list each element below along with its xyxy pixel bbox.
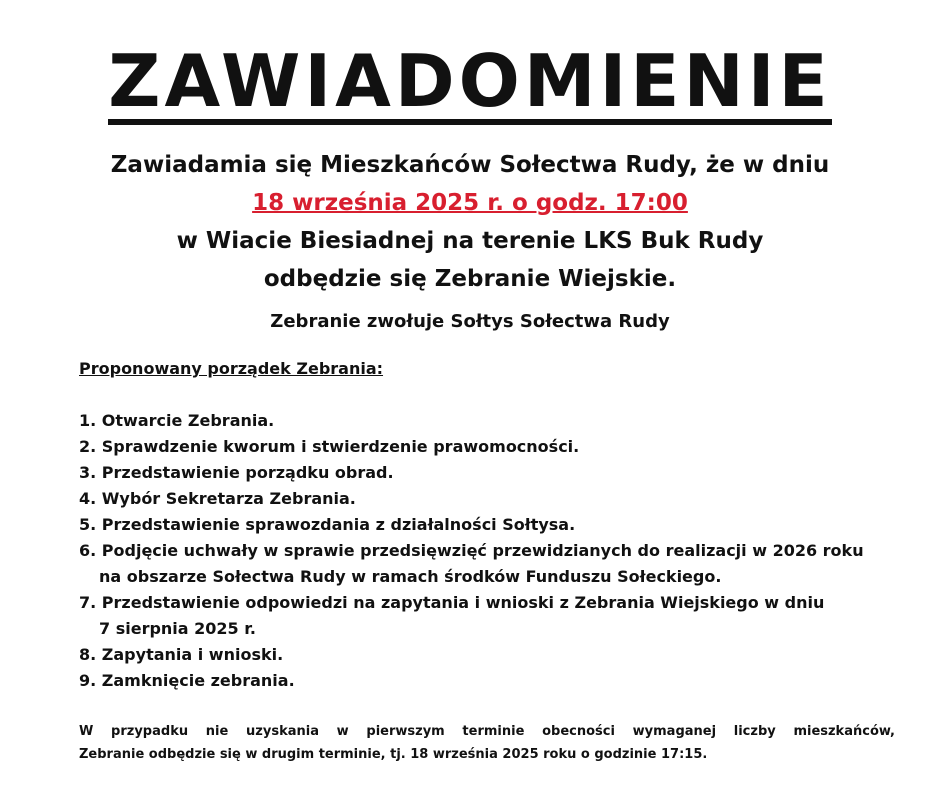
agenda-item: 1. Otwarcie Zebrania. [79,411,275,430]
agenda-item-continuation: 7 sierpnia 2025 r. [99,619,256,638]
agenda-item: 5. Przedstawienie sprawozdania z działalności Sołtysa. [79,515,576,534]
second-term-note [79,720,895,766]
agenda-item: 3. Przedstawienie porządku obrad. [79,463,394,482]
agenda-item: 8. Zapytania i wnioski. [79,645,284,664]
meeting-date: 18 września 2025 r. o godz. 17:00 [252,190,688,216]
convener-line: Zebranie zwołuje Sołtys Sołectwa Rudy [270,311,670,332]
agenda-item: 2. Sprawdzenie kworum i stwierdzenie prawomocności. [79,437,580,456]
note-line-1: W przypadku nie uzyskania w pierwszym terminie obecności wymaganej liczby mieszkańców, [79,724,895,739]
agenda-list [79,408,909,694]
agenda-item: 6. Podjęcie uchwały w sprawie przedsięwzięć przewidzianych do realizacji w 2026 roku [79,541,864,560]
agenda-heading: Proponowany porządek Zebrania: [79,359,384,378]
intro-line-1: Zawiadamia się Mieszkańców Sołectwa Rudy, że w dniu [110,152,830,178]
intro-line-3: w Wiacie Biesiadnej na terenie LKS Buk Rudy [176,228,764,254]
intro-block [0,146,940,298]
agenda-item: 7. Przedstawienie odpowiedzi na zapytania i wnioski z Zebrania Wiejskiego w dniu [79,593,825,612]
intro-line-4: odbędzie się Zebranie Wiejskie. [263,266,677,292]
agenda-item-continuation: na obszarze Sołectwa Rudy w ramach środków Funduszu Sołeckiego. [99,567,722,586]
agenda-item: 4. Wybór Sekretarza Zebrania. [79,489,356,508]
notice-title [0,36,940,126]
notice-title-text: ZAWIADOMIENIE [108,39,832,123]
note-line-2: Zebranie odbędzie się w drugim terminie, tj. 18 września 2025 roku o godzinie 17:15. [79,747,708,762]
agenda-item: 9. Zamknięcie zebrania. [79,671,295,690]
